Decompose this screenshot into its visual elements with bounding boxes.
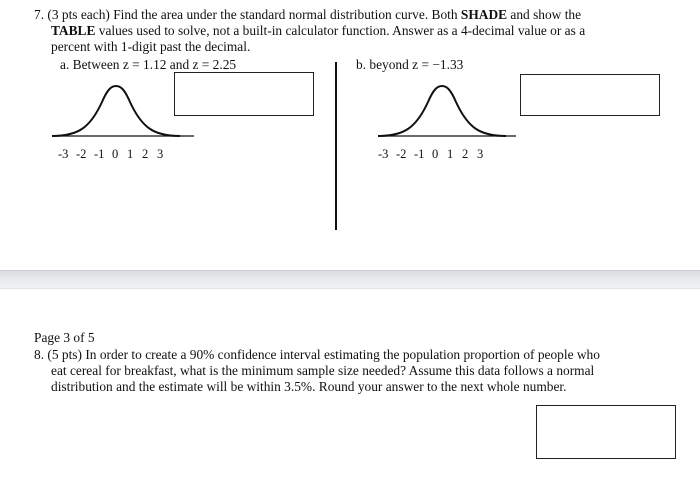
axis-tick-label: -1 xyxy=(414,147,425,161)
q8-line-1: 8. (5 pts) In order to create a 90% confidence interval estimating the population proportion of people who xyxy=(34,347,600,362)
axis-labels-a xyxy=(58,147,169,162)
q7-line-3: percent with 1-digit past the decimal. xyxy=(51,39,251,54)
axis-tick-label: 3 xyxy=(477,147,484,161)
q7-line-2 xyxy=(51,23,585,39)
axis-tick-label: -2 xyxy=(396,147,407,161)
q8-line-2: eat cereal for breakfast, what is the minimum sample size needed? Assume this data follows a normal xyxy=(51,363,595,378)
axis-tick-label: -1 xyxy=(94,147,105,161)
q7-line-2-text: values used to solve, not a built-in calculator function. Answer as a 4-decimal value or as a xyxy=(95,23,586,38)
column-divider xyxy=(335,62,337,230)
answer-box-a[interactable] xyxy=(174,72,314,116)
page-label: Page 3 of 5 xyxy=(34,330,95,345)
page-separator xyxy=(0,270,700,289)
bell-curve-b xyxy=(374,84,524,140)
axis-tick-label: 1 xyxy=(447,147,454,161)
axis-tick-label: 0 xyxy=(112,147,119,161)
q7-part-a-label: a. Between z = 1.12 and z = 2.25 xyxy=(60,57,237,72)
bell-curve-a-path xyxy=(52,86,180,136)
q7-line-1 xyxy=(34,7,581,23)
axis-tick-label: 2 xyxy=(142,147,149,161)
q7-part-b-label: b. beyond z = −1.33 xyxy=(356,57,464,72)
bell-curve-b-path xyxy=(378,86,506,136)
axis-tick-label: -3 xyxy=(58,147,69,161)
axis-tick-label: 2 xyxy=(462,147,469,161)
axis-tick-label: -2 xyxy=(76,147,87,161)
q7-line-1-text-a: 7. (3 pts each) Find the area under the standard normal distribution curve. Both xyxy=(34,7,461,22)
q7-shade-word: SHADE xyxy=(460,7,508,22)
answer-box-b[interactable] xyxy=(520,74,660,116)
q7-table-word: TABLE xyxy=(51,23,96,38)
answer-box-q8[interactable] xyxy=(536,405,676,459)
axis-tick-label: 0 xyxy=(432,147,439,161)
axis-labels-b xyxy=(378,147,489,162)
axis-tick-label: 1 xyxy=(127,147,134,161)
q7-line-1-text-b: and show the xyxy=(507,7,582,22)
q8-line-3: distribution and the estimate will be within 3.5%. Round your answer to the next whole number. xyxy=(51,379,567,394)
axis-tick-label: 3 xyxy=(157,147,164,161)
axis-tick-label: -3 xyxy=(378,147,389,161)
